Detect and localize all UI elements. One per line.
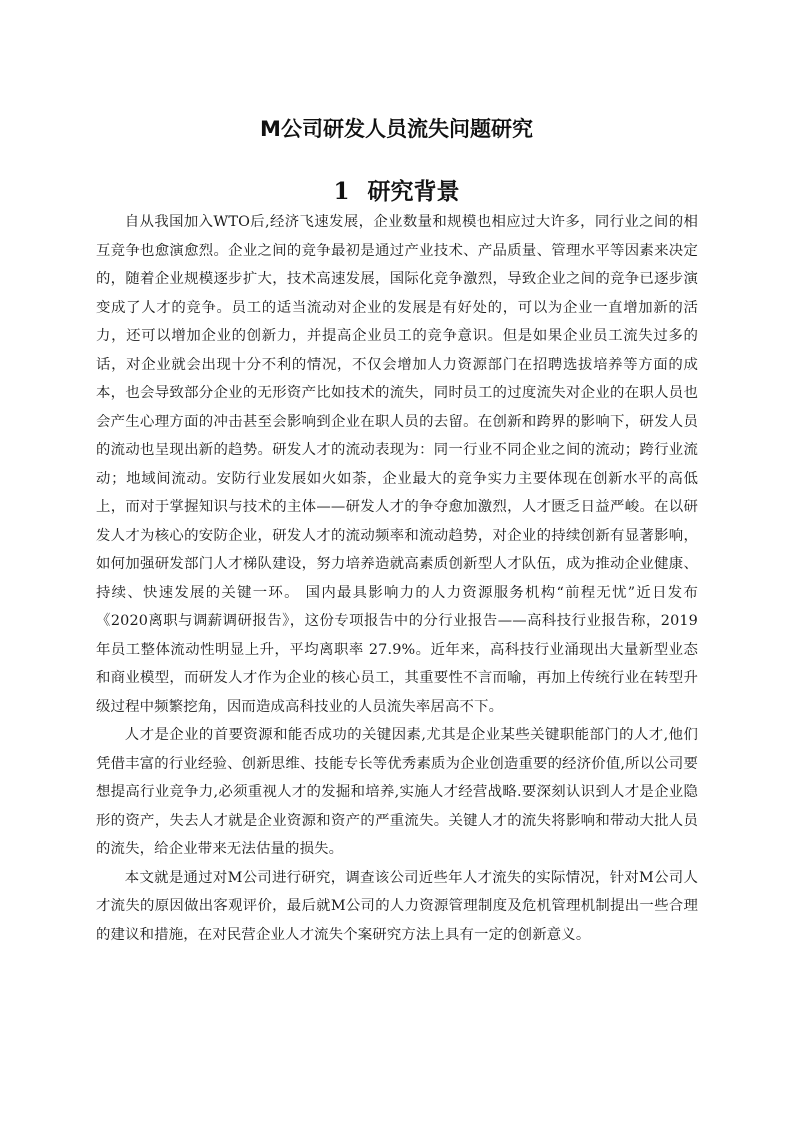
document-body [96,208,698,949]
paragraph-background: 自从我国加入WTO后,经济飞速发展，企业数量和规模也相应过大许多，同行业之间的相互竞争也愈演愈烈。企业之间的竞争最初是通过产业技术、产品质量、管理水平等因素来决定的，随着企业规模逐步扩大，技术高速发展，国际化竞争激烈，导致企业之间的竞争已逐步演变成了人才的竞争。员工的适当流动对企业的发展是有好处的，可以为企业一直增加新的活力，还可以增加企业的创新力，并提高企业员工的竞争意识。但是如果企业员工流失过多的话，对企业就会出现十分不利的情况，不仅会增加人力资源部门在招聘选拔培养等方面的成本，也会导致部分企业的无形资产比如技术的流失，同时员工的过度流失对企业的在职人员也会产生心理方面的冲击甚至会影响到企业在职人员的去留。在创新和跨界的影响下，研发人员的流动也呈现出新的趋势。研发人才的流动表现为：同一行业不同企业之间的流动；跨行业流动；地域间流动。安防行业发展如火如荼，企业最大的竞争实力主要体现在创新水平的高低上，而对于掌握知识与技术的主体——研发人才的争夺愈加激烈，人才匮乏日益严峻。在以研发人才为核心的安防企业，研发人才的流动频率和流动趋势，对企业的持续创新有显著影响，如何加强研发部门人才梯队建设，努力培养造就高素质创新型人才队伍，成为推动企业健康、持续、快速发展的关键一环。 国内最具影响力的人力资源服务机构“前程无忧”近日发布《2020离职与调薪调研报告》，这份专项报告中的分行业报告——高科技行业报告称，2019 年员工整体流动性明显上升，平均离职率 27.9%。近年来，高科技行业涌现出大量新型业态和商业模型，而研发人才作为企业的核心员工，其重要性不言而喻，再加上传统行业在转型升级过程中频繁挖角，因而造成高科技业的人员流失率居高不下。 [96,214,698,715]
section-title: 研究背景 [367,178,460,205]
section-number: 1 [333,178,350,205]
section-heading [0,176,793,208]
paragraph-study-purpose: 本文就是通过对M公司进行研究，调查该公司近些年人才流失的实际情况，针对M公司人才流失的原因做出客观评价，最后就M公司的人力资源管理制度及危机管理机制提出一些合理的建议和措施，在对民营企业人才流失个案研究方法上具有一定的创新意义。 [96,869,698,943]
paragraph-talent-importance: 人才是企业的首要资源和能否成功的关键因素,尤其是企业某些关键职能部门的人才,他们凭借丰富的行业经验、创新思维、技能专长等优秀素质为企业创造重要的经济价值,所以公司要想提高行业竞争力,必须重视人才的发掘和培养,实施人才经营战略.要深刻认识到人才是企业隐形的资产，失去人才就是企业资源和资产的严重流失。关键人才的流失将影响和带动大批人员的流失，给企业带来无法估量的损失。 [96,727,698,857]
page-title: M公司研发人员流失问题研究 [260,117,533,141]
